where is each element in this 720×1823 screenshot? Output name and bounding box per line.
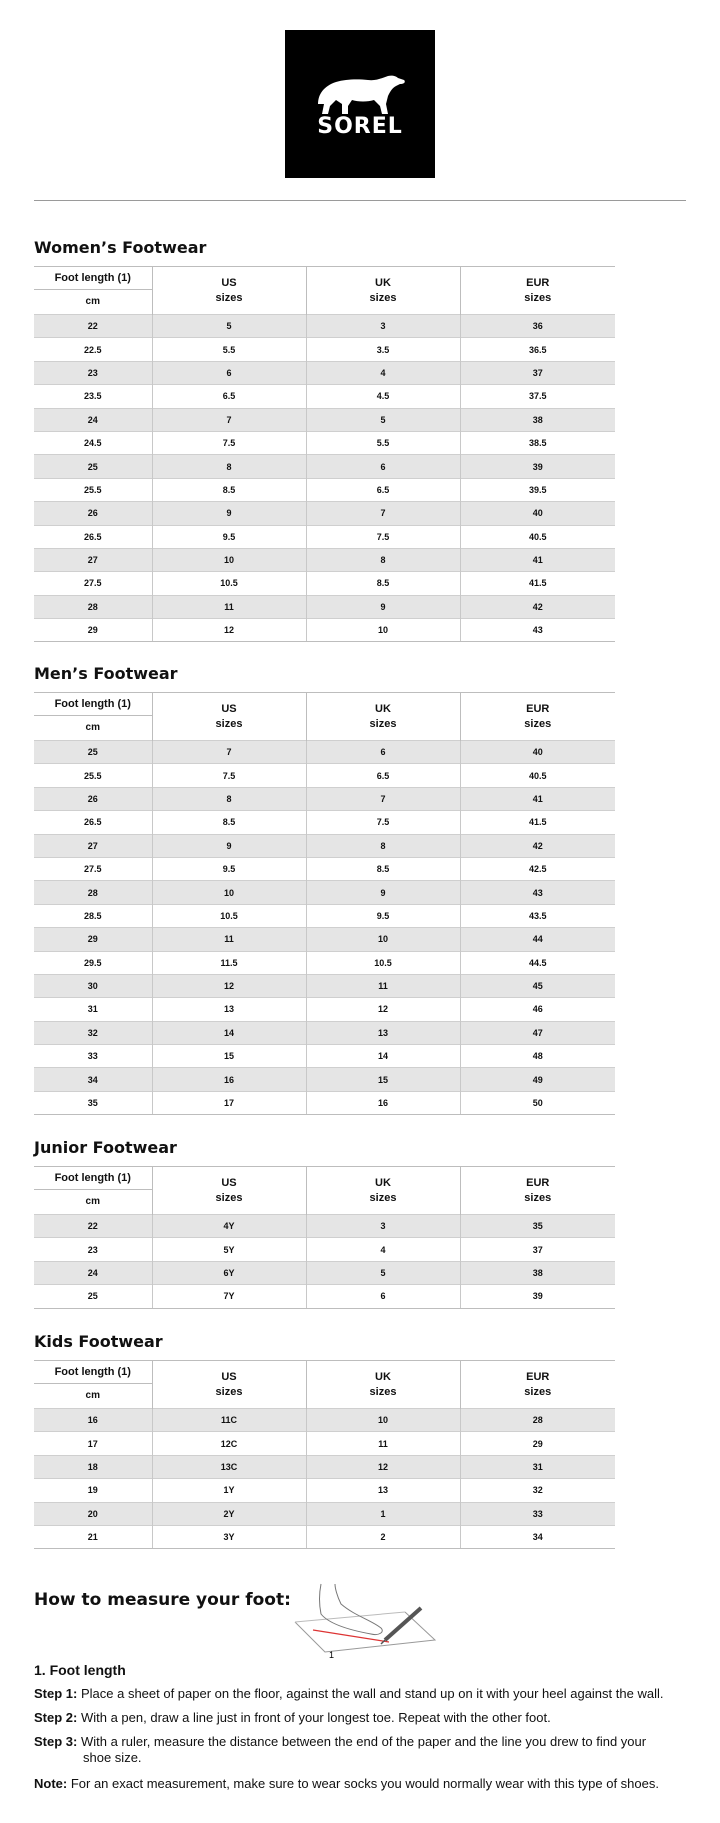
uk-size-cell: 8.5 <box>306 857 460 880</box>
kids-title: Kids Footwear <box>34 1332 163 1351</box>
table-row <box>34 1091 615 1114</box>
us-size-cell: 4Y <box>152 1215 306 1238</box>
table-row <box>34 548 615 571</box>
table-row <box>34 1502 615 1525</box>
foot-length-cm-cell: 33 <box>34 1045 152 1068</box>
foot-length-cm-cell: 28.5 <box>34 904 152 927</box>
eur-size-cell: 38 <box>460 1261 615 1284</box>
eur-size-cell: 33 <box>460 1502 615 1525</box>
uk-size-cell: 12 <box>306 998 460 1021</box>
us-size-cell: 9.5 <box>152 857 306 880</box>
table-row <box>34 619 615 642</box>
foot-length-cm-cell: 26 <box>34 502 152 525</box>
uk-size-cell: 8 <box>306 834 460 857</box>
note-text: For an exact measurement, make sure to wear socks you would normally wear with this type of shoes. <box>70 1776 659 1791</box>
foot-length-cm-cell: 16 <box>34 1409 152 1432</box>
eur-size-cell: 28 <box>460 1409 615 1432</box>
us-label: US <box>221 1176 237 1189</box>
us-size-cell: 8.5 <box>152 811 306 834</box>
uk-size-cell: 10 <box>306 619 460 642</box>
uk-size-cell: 5 <box>306 1261 460 1284</box>
foot-length-cm-cell: 35 <box>34 1091 152 1114</box>
foot-length-cm-cell: 27.5 <box>34 857 152 880</box>
uk-size-cell: 1 <box>306 1502 460 1525</box>
sizes-label: sizes <box>215 1191 243 1204</box>
us-size-cell: 7 <box>152 741 306 764</box>
uk-size-cell: 13 <box>306 1479 460 1502</box>
us-size-cell: 10.5 <box>152 904 306 927</box>
us-size-cell: 12C <box>152 1432 306 1455</box>
eur-size-cell: 32 <box>460 1479 615 1502</box>
step-text: Place a sheet of paper on the floor, against the wall and stand up on it with your heel against the wall. <box>80 1686 664 1701</box>
eur-size-cell: 48 <box>460 1045 615 1068</box>
mens-size-table <box>34 692 615 1115</box>
eur-size-cell: 43 <box>460 881 615 904</box>
us-size-cell: 2Y <box>152 1502 306 1525</box>
table-row <box>34 338 615 361</box>
sizes-label: sizes <box>524 717 552 730</box>
us-size-cell: 8 <box>152 455 306 478</box>
uk-size-cell: 8 <box>306 548 460 571</box>
table-row <box>34 431 615 454</box>
foot-length-cm-cell: 23 <box>34 361 152 384</box>
foot-length-cm-cell: 31 <box>34 998 152 1021</box>
foot-length-header <box>34 267 152 315</box>
step-1 <box>34 1686 694 1702</box>
foot-length-cm-cell: 25 <box>34 455 152 478</box>
table-row <box>34 478 615 501</box>
table-row <box>34 834 615 857</box>
table-row <box>34 502 615 525</box>
sizes-label: sizes <box>215 291 243 304</box>
uk-size-cell: 3.5 <box>306 338 460 361</box>
table-row <box>34 385 615 408</box>
us-size-cell: 10 <box>152 881 306 904</box>
table-row <box>34 1261 615 1284</box>
foot-length-cm-cell: 32 <box>34 1021 152 1044</box>
us-size-cell: 11.5 <box>152 951 306 974</box>
eur-size-cell: 45 <box>460 974 615 997</box>
us-header <box>152 1167 306 1215</box>
eur-label: EUR <box>526 702 550 715</box>
uk-size-cell: 5 <box>306 408 460 431</box>
foot-length-cm-cell: 28 <box>34 881 152 904</box>
eur-size-cell: 38.5 <box>460 431 615 454</box>
table-row <box>34 1409 615 1432</box>
uk-header <box>306 1361 460 1409</box>
eur-size-cell: 46 <box>460 998 615 1021</box>
eur-header <box>460 1167 615 1215</box>
foot-length-cm-cell: 26.5 <box>34 811 152 834</box>
foot-length-header <box>34 1167 152 1215</box>
eur-size-cell: 29 <box>460 1432 615 1455</box>
table-row <box>34 857 615 880</box>
foot-length-cm-cell: 22 <box>34 315 152 338</box>
eur-header <box>460 1361 615 1409</box>
eur-size-cell: 36 <box>460 315 615 338</box>
uk-size-cell: 11 <box>306 1432 460 1455</box>
uk-size-cell: 5.5 <box>306 431 460 454</box>
table-row <box>34 904 615 927</box>
foot-length-cm-cell: 28 <box>34 595 152 618</box>
eur-size-cell: 36.5 <box>460 338 615 361</box>
table-row <box>34 1525 615 1548</box>
foot-length-cm-cell: 18 <box>34 1455 152 1478</box>
us-size-cell: 9.5 <box>152 525 306 548</box>
eur-size-cell: 40 <box>460 502 615 525</box>
uk-size-cell: 10.5 <box>306 951 460 974</box>
womens-title: Women’s Footwear <box>34 238 207 257</box>
uk-label: UK <box>375 1370 391 1383</box>
sizes-label: sizes <box>369 1191 397 1204</box>
step-text-continued: shoe size. <box>83 1750 142 1765</box>
us-size-cell: 11C <box>152 1409 306 1432</box>
uk-header <box>306 693 460 741</box>
eur-size-cell: 44 <box>460 928 615 951</box>
eur-size-cell: 40 <box>460 741 615 764</box>
kids-size-table <box>34 1360 615 1549</box>
foot-measure-illustration-icon <box>285 1582 455 1662</box>
uk-size-cell: 8.5 <box>306 572 460 595</box>
table-row <box>34 1432 615 1455</box>
foot-length-cm-cell: 25 <box>34 1285 152 1308</box>
table-row <box>34 741 615 764</box>
us-size-cell: 15 <box>152 1045 306 1068</box>
foot-length-cm-cell: 27 <box>34 834 152 857</box>
table-row <box>34 315 615 338</box>
eur-size-cell: 50 <box>460 1091 615 1114</box>
eur-size-cell: 41 <box>460 548 615 571</box>
foot-length-cm-cell: 27 <box>34 548 152 571</box>
foot-length-label: Foot length (1) <box>34 693 152 716</box>
foot-length-cm-cell: 20 <box>34 1502 152 1525</box>
uk-size-cell: 15 <box>306 1068 460 1091</box>
eur-label: EUR <box>526 276 550 289</box>
foot-length-cm-cell: 17 <box>34 1432 152 1455</box>
table-row <box>34 572 615 595</box>
us-size-cell: 9 <box>152 834 306 857</box>
uk-size-cell: 12 <box>306 1455 460 1478</box>
us-label: US <box>221 1370 237 1383</box>
table-row <box>34 361 615 384</box>
eur-label: EUR <box>526 1176 550 1189</box>
step-label: Step 2: <box>34 1710 78 1725</box>
eur-size-cell: 47 <box>460 1021 615 1044</box>
sizes-label: sizes <box>369 291 397 304</box>
uk-size-cell: 7 <box>306 787 460 810</box>
foot-length-cm-cell: 19 <box>34 1479 152 1502</box>
sizes-label: sizes <box>524 291 552 304</box>
eur-size-cell: 37 <box>460 1238 615 1261</box>
us-size-cell: 10 <box>152 548 306 571</box>
us-size-cell: 10.5 <box>152 572 306 595</box>
eur-header <box>460 267 615 315</box>
table-row <box>34 1215 615 1238</box>
uk-size-cell: 2 <box>306 1525 460 1548</box>
us-size-cell: 1Y <box>152 1479 306 1502</box>
eur-size-cell: 40.5 <box>460 525 615 548</box>
table-row <box>34 764 615 787</box>
us-size-cell: 5 <box>152 315 306 338</box>
eur-size-cell: 43 <box>460 619 615 642</box>
table-row <box>34 787 615 810</box>
eur-size-cell: 41 <box>460 787 615 810</box>
foot-length-cm-cell: 25.5 <box>34 764 152 787</box>
us-size-cell: 6.5 <box>152 385 306 408</box>
us-size-cell: 9 <box>152 502 306 525</box>
us-size-cell: 6Y <box>152 1261 306 1284</box>
us-size-cell: 13 <box>152 998 306 1021</box>
step-text: With a ruler, measure the distance between the end of the paper and the line you drew to find your <box>80 1734 647 1749</box>
foot-length-cm-cell: 30 <box>34 974 152 997</box>
foot-length-cm-cell: 24 <box>34 1261 152 1284</box>
sorel-logo <box>285 30 435 178</box>
note-label: Note: <box>34 1776 68 1791</box>
uk-size-cell: 7 <box>306 502 460 525</box>
us-size-cell: 17 <box>152 1091 306 1114</box>
eur-size-cell: 38 <box>460 408 615 431</box>
cm-label: cm <box>85 1390 100 1401</box>
table-row <box>34 408 615 431</box>
step-3 <box>34 1734 694 1766</box>
uk-label: UK <box>375 276 391 289</box>
sizes-label: sizes <box>215 717 243 730</box>
uk-header <box>306 267 460 315</box>
foot-length-cm-cell: 26 <box>34 787 152 810</box>
uk-size-cell: 11 <box>306 974 460 997</box>
brand-wordmark: SOREL <box>317 113 403 139</box>
table-row <box>34 1285 615 1308</box>
uk-size-cell: 9 <box>306 595 460 618</box>
uk-size-cell: 6 <box>306 1285 460 1308</box>
uk-size-cell: 4.5 <box>306 385 460 408</box>
us-size-cell: 11 <box>152 595 306 618</box>
uk-label: UK <box>375 702 391 715</box>
uk-size-cell: 9.5 <box>306 904 460 927</box>
foot-length-cm-cell: 26.5 <box>34 525 152 548</box>
us-header <box>152 267 306 315</box>
eur-size-cell: 39 <box>460 1285 615 1308</box>
foot-length-cm-cell: 27.5 <box>34 572 152 595</box>
us-label: US <box>221 276 237 289</box>
note <box>34 1776 694 1792</box>
foot-length-cm-cell: 25 <box>34 741 152 764</box>
us-size-cell: 7.5 <box>152 431 306 454</box>
foot-length-header <box>34 1361 152 1409</box>
step-text: With a pen, draw a line just in front of your longest toe. Repeat with the other foot. <box>80 1710 551 1725</box>
uk-size-cell: 3 <box>306 315 460 338</box>
cm-label: cm <box>85 722 100 733</box>
eur-size-cell: 37 <box>460 361 615 384</box>
eur-size-cell: 41.5 <box>460 811 615 834</box>
uk-size-cell: 7.5 <box>306 811 460 834</box>
table-row <box>34 1238 615 1261</box>
eur-size-cell: 49 <box>460 1068 615 1091</box>
foot-length-cm-cell: 24 <box>34 408 152 431</box>
uk-size-cell: 10 <box>306 1409 460 1432</box>
eur-size-cell: 31 <box>460 1455 615 1478</box>
uk-size-cell: 6 <box>306 455 460 478</box>
sizes-label: sizes <box>524 1191 552 1204</box>
table-row <box>34 881 615 904</box>
foot-length-label: Foot length (1) <box>34 1361 152 1384</box>
foot-length-cm-cell: 23 <box>34 1238 152 1261</box>
us-size-cell: 8.5 <box>152 478 306 501</box>
us-size-cell: 7 <box>152 408 306 431</box>
uk-size-cell: 14 <box>306 1045 460 1068</box>
foot-length-cm-cell: 29 <box>34 619 152 642</box>
us-header <box>152 1361 306 1409</box>
eur-label: EUR <box>526 1370 550 1383</box>
foot-length-cm-cell: 25.5 <box>34 478 152 501</box>
junior-size-table <box>34 1166 615 1309</box>
eur-size-cell: 39.5 <box>460 478 615 501</box>
cm-label: cm <box>85 296 100 307</box>
sizes-label: sizes <box>369 1385 397 1398</box>
us-size-cell: 16 <box>152 1068 306 1091</box>
us-size-cell: 5Y <box>152 1238 306 1261</box>
eur-size-cell: 34 <box>460 1525 615 1548</box>
foot-length-cm-cell: 29.5 <box>34 951 152 974</box>
eur-size-cell: 37.5 <box>460 385 615 408</box>
us-size-cell: 11 <box>152 928 306 951</box>
eur-size-cell: 44.5 <box>460 951 615 974</box>
table-row <box>34 811 615 834</box>
sizes-label: sizes <box>524 1385 552 1398</box>
sizes-label: sizes <box>215 1385 243 1398</box>
polar-bear-icon <box>312 70 408 116</box>
table-row <box>34 1021 615 1044</box>
step-label: Step 1: <box>34 1686 78 1701</box>
uk-size-cell: 13 <box>306 1021 460 1044</box>
us-size-cell: 3Y <box>152 1525 306 1548</box>
table-row <box>34 1045 615 1068</box>
foot-length-cm-cell: 22 <box>34 1215 152 1238</box>
uk-size-cell: 6 <box>306 741 460 764</box>
cm-label: cm <box>85 1196 100 1207</box>
junior-title: Junior Footwear <box>34 1138 177 1157</box>
table-row <box>34 525 615 548</box>
table-row <box>34 1068 615 1091</box>
us-size-cell: 6 <box>152 361 306 384</box>
table-row <box>34 595 615 618</box>
foot-length-cm-cell: 24.5 <box>34 431 152 454</box>
us-size-cell: 7.5 <box>152 764 306 787</box>
foot-length-cm-cell: 22.5 <box>34 338 152 361</box>
us-label: US <box>221 702 237 715</box>
uk-size-cell: 10 <box>306 928 460 951</box>
eur-size-cell: 35 <box>460 1215 615 1238</box>
sizes-label: sizes <box>369 717 397 730</box>
foot-length-header <box>34 693 152 741</box>
foot-length-cm-cell: 23.5 <box>34 385 152 408</box>
eur-size-cell: 42 <box>460 595 615 618</box>
eur-size-cell: 42 <box>460 834 615 857</box>
table-row <box>34 928 615 951</box>
us-size-cell: 12 <box>152 619 306 642</box>
table-row <box>34 1455 615 1478</box>
foot-length-subtitle: 1. Foot length <box>34 1662 126 1678</box>
uk-size-cell: 3 <box>306 1215 460 1238</box>
us-header <box>152 693 306 741</box>
eur-size-cell: 40.5 <box>460 764 615 787</box>
us-size-cell: 13C <box>152 1455 306 1478</box>
uk-size-cell: 4 <box>306 361 460 384</box>
us-size-cell: 14 <box>152 1021 306 1044</box>
us-size-cell: 12 <box>152 974 306 997</box>
table-row <box>34 951 615 974</box>
mens-title: Men’s Footwear <box>34 664 178 683</box>
foot-length-cm-cell: 29 <box>34 928 152 951</box>
table-row <box>34 998 615 1021</box>
measure-title: How to measure your foot: <box>34 1590 291 1610</box>
table-row <box>34 1479 615 1502</box>
womens-size-table <box>34 266 615 642</box>
uk-size-cell: 9 <box>306 881 460 904</box>
table-row <box>34 455 615 478</box>
us-size-cell: 7Y <box>152 1285 306 1308</box>
eur-header <box>460 693 615 741</box>
step-label: Step 3: <box>34 1734 78 1749</box>
uk-header <box>306 1167 460 1215</box>
step-2 <box>34 1710 694 1726</box>
illus-label: 1 <box>329 1650 335 1660</box>
uk-size-cell: 4 <box>306 1238 460 1261</box>
eur-size-cell: 39 <box>460 455 615 478</box>
foot-length-label: Foot length (1) <box>34 267 152 290</box>
uk-size-cell: 16 <box>306 1091 460 1114</box>
us-size-cell: 5.5 <box>152 338 306 361</box>
uk-size-cell: 6.5 <box>306 764 460 787</box>
table-row <box>34 974 615 997</box>
uk-label: UK <box>375 1176 391 1189</box>
uk-size-cell: 7.5 <box>306 525 460 548</box>
uk-size-cell: 6.5 <box>306 478 460 501</box>
eur-size-cell: 41.5 <box>460 572 615 595</box>
foot-length-cm-cell: 34 <box>34 1068 152 1091</box>
eur-size-cell: 42.5 <box>460 857 615 880</box>
header-divider <box>34 200 686 201</box>
foot-length-cm-cell: 21 <box>34 1525 152 1548</box>
foot-length-label: Foot length (1) <box>34 1167 152 1190</box>
eur-size-cell: 43.5 <box>460 904 615 927</box>
us-size-cell: 8 <box>152 787 306 810</box>
